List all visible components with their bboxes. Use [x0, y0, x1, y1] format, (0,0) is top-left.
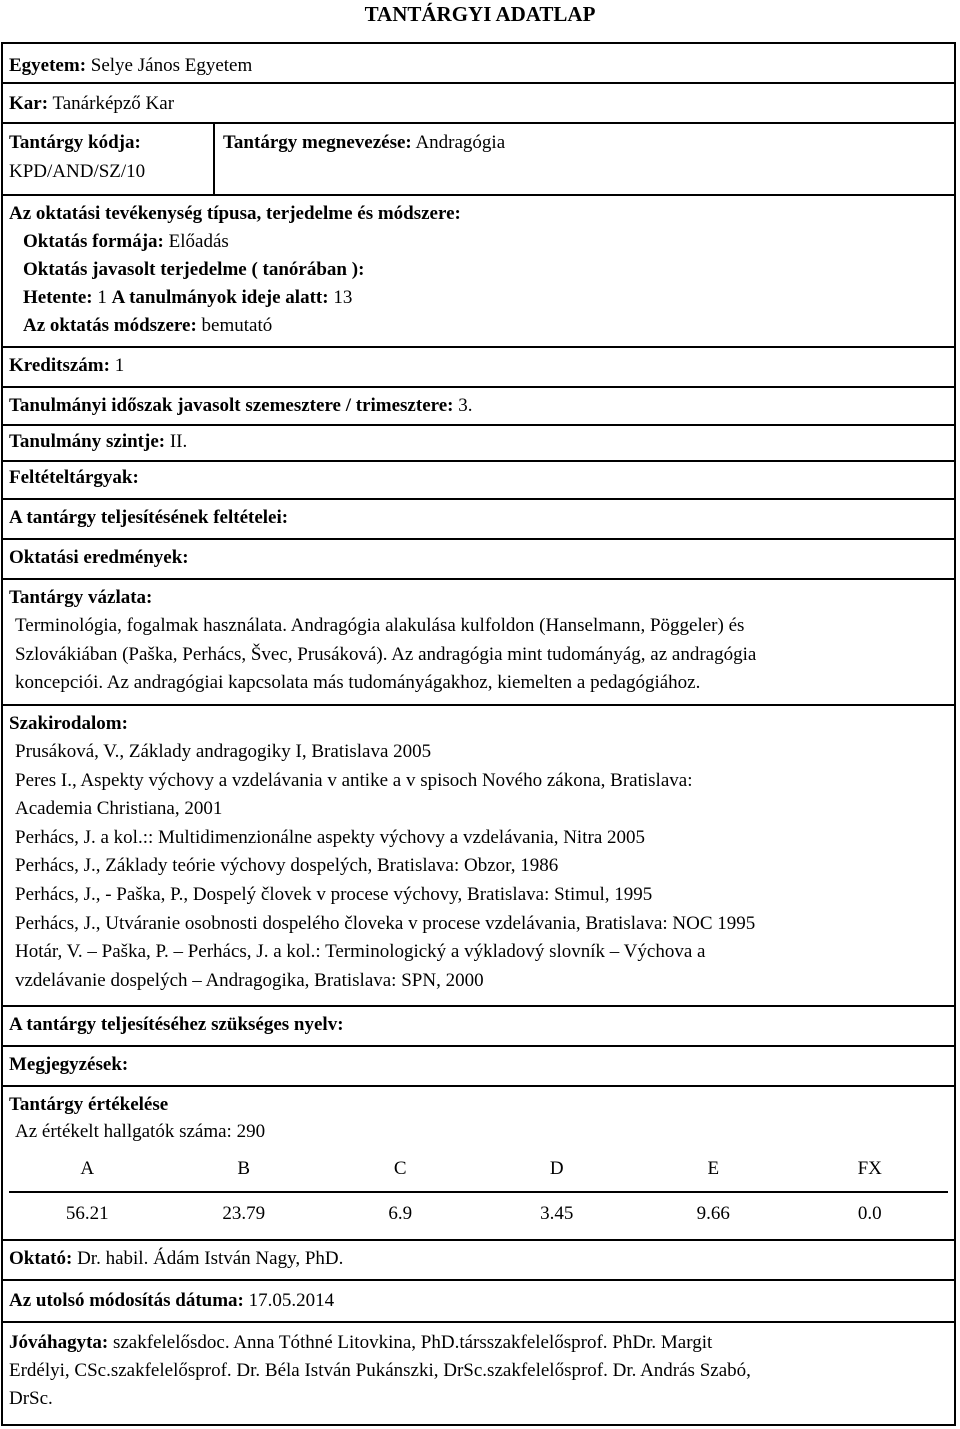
- prerequisites-label: Feltételtárgyak:: [9, 467, 139, 488]
- grade-header: E: [707, 1158, 720, 1179]
- grade-values-row: [9, 1193, 948, 1235]
- scope-label: Oktatás javasolt terjedelme ( tanórában ):: [23, 259, 365, 280]
- period-label: A tanulmányok ideje alatt:: [111, 287, 329, 308]
- level-row: [3, 426, 954, 462]
- notes-label: Megjegyzések:: [9, 1054, 129, 1075]
- completion-row: [3, 500, 954, 540]
- evaluation-row: [3, 1087, 954, 1241]
- teaching-heading: Az oktatási tevékenység típusa, terjedelme és módszere:: [9, 203, 461, 224]
- course-code-label: Tantárgy kódja:: [9, 132, 141, 153]
- teaching-row: [3, 196, 954, 348]
- lecturer-row: [3, 1241, 954, 1281]
- outline-line: Terminológia, fogalmak használata. Andragógia alakulása kulfoldon (Hanselmann, Pöggeler) és: [15, 615, 745, 636]
- outcomes-label: Oktatási eredmények:: [9, 547, 189, 568]
- outline-line: koncepciói. Az andragógiai kapcsolata más tudományágakhoz, kiemelten a pedagógiához.: [15, 672, 701, 694]
- credits-label: Kreditszám:: [9, 355, 110, 376]
- grade-header: A: [80, 1158, 95, 1179]
- completion-label: A tantárgy teljesítésének feltételei:: [9, 507, 289, 528]
- literature-row: [3, 706, 954, 1007]
- course-name-value: Andragógia: [415, 132, 506, 153]
- university-value: Selye János Egyetem: [90, 55, 253, 76]
- faculty-row: [3, 84, 954, 124]
- approved-row: [3, 1323, 954, 1417]
- literature-item: Perhács, J. a kol.:: Multidimenzionálne aspekty výchovy a vzdelávania, Nitra 2005: [15, 826, 645, 848]
- grade-header: D: [549, 1158, 564, 1179]
- language-label: A tantárgy teljesítéséhez szükséges nyelv:: [9, 1014, 344, 1035]
- literature-item: Perhács, J., Utváranie osobnosti dospelého človeka v procese vzdelávania, Bratislava: NOC 1995: [15, 912, 756, 934]
- outline-label: Tantárgy vázlata:: [9, 587, 153, 608]
- literature-item: Prusáková, V., Základy andragogiky I, Bratislava 2005: [15, 741, 432, 762]
- grade-value: 3.45: [540, 1203, 574, 1224]
- form-value: Előadás: [168, 231, 229, 252]
- university-label: Egyetem:: [9, 55, 87, 76]
- form-label: Oktatás formája:: [23, 231, 164, 252]
- approved-line: szakfelelősdoc. Anna Tóthné Litovkina, PhD.társszakfelelősprof. PhDr. Margit: [112, 1332, 713, 1353]
- outcomes-row: [3, 540, 954, 580]
- grade-value: 56.21: [65, 1203, 109, 1224]
- weekly-value: 1: [97, 287, 107, 308]
- evaluation-label: Tantárgy értékelése: [9, 1094, 169, 1115]
- grade-header-row: [9, 1149, 948, 1193]
- grade-value: 0.0: [857, 1203, 882, 1224]
- period-value: 13: [333, 287, 353, 308]
- grade-header: C: [393, 1158, 407, 1179]
- semester-row: [3, 388, 954, 426]
- grade-value: 9.66: [696, 1203, 730, 1224]
- level-label: Tanulmány szintje:: [9, 431, 166, 452]
- approved-label: Jóváhagyta:: [9, 1332, 109, 1353]
- prerequisites-row: [3, 462, 954, 500]
- approved-line: DrSc.: [9, 1388, 53, 1409]
- weekly-label: Hetente:: [23, 287, 93, 308]
- grade-value: 6.9: [388, 1203, 413, 1224]
- grade-table: [9, 1149, 948, 1235]
- grade-header: B: [237, 1158, 251, 1179]
- credits-row: [3, 348, 954, 388]
- document-title: TANTÁRGYI ADATLAP: [364, 2, 596, 26]
- semester-value: 3.: [458, 395, 473, 416]
- notes-row: [3, 1047, 954, 1087]
- grade-value: 23.79: [222, 1203, 266, 1224]
- course-datasheet: [1, 42, 956, 1426]
- literature-item: Peres I., Aspekty výchovy a vzdelávania v antike a v spisoch Nového zákona, Bratislava:: [15, 769, 693, 791]
- outline-row: [3, 580, 954, 706]
- course-name-label: Tantárgy megnevezése:: [223, 132, 412, 153]
- faculty-label: Kar:: [9, 93, 49, 114]
- university-row: [3, 44, 954, 84]
- approved-line: Erdélyi, CSc.szakfelelősprof. Dr. Béla István Pukánszki, DrSc.szakfelelősprof. Dr. András Szabó,: [9, 1360, 751, 1381]
- course-id-row: [3, 124, 954, 196]
- grade-header: FX: [857, 1158, 882, 1179]
- credits-value: 1: [114, 355, 125, 376]
- language-row: [3, 1007, 954, 1047]
- semester-label: Tanulmányi időszak javasolt szemesztere / trimesztere:: [9, 395, 454, 416]
- literature-item: Academia Christiana, 2001: [15, 798, 223, 820]
- course-code-value: KPD/AND/SZ/10: [9, 161, 146, 182]
- lecturer-value: Dr. habil. Ádám István Nagy, PhD.: [77, 1248, 344, 1269]
- literature-item: vzdelávanie dospelých – Andragogika, Bratislava: SPN, 2000: [15, 969, 484, 991]
- modified-row: [3, 1281, 954, 1323]
- lecturer-label: Oktató:: [9, 1248, 73, 1269]
- literature-item: Hotár, V. – Paška, P. – Perhács, J. a kol.: Terminologický a výkladový slovník – Výchova a: [15, 941, 706, 963]
- method-value: bemutató: [201, 315, 273, 336]
- literature-item: Perhács, J., - Paška, P., Dospelý človek v procese výchovy, Bratislava: Stimul, 1995: [15, 883, 653, 905]
- modified-label: Az utolsó módosítás dátuma:: [9, 1290, 244, 1311]
- literature-item: Perhács, J., Základy teórie výchovy dospelých, Bratislava: Obzor, 1986: [15, 855, 559, 877]
- evaluated-count: Az értékelt hallgatók száma: 290: [15, 1121, 266, 1142]
- literature-label: Szakirodalom:: [9, 713, 128, 734]
- method-label: Az oktatás módszere:: [23, 315, 197, 336]
- faculty-value: Tanárképző Kar: [52, 93, 175, 114]
- level-value: II.: [169, 431, 188, 452]
- outline-line: Szlovákiában (Paška, Perhács, Švec, Prusáková). Az andragógia mint tudományág, az andragógia: [15, 643, 757, 665]
- modified-value: 17.05.2014: [248, 1290, 335, 1311]
